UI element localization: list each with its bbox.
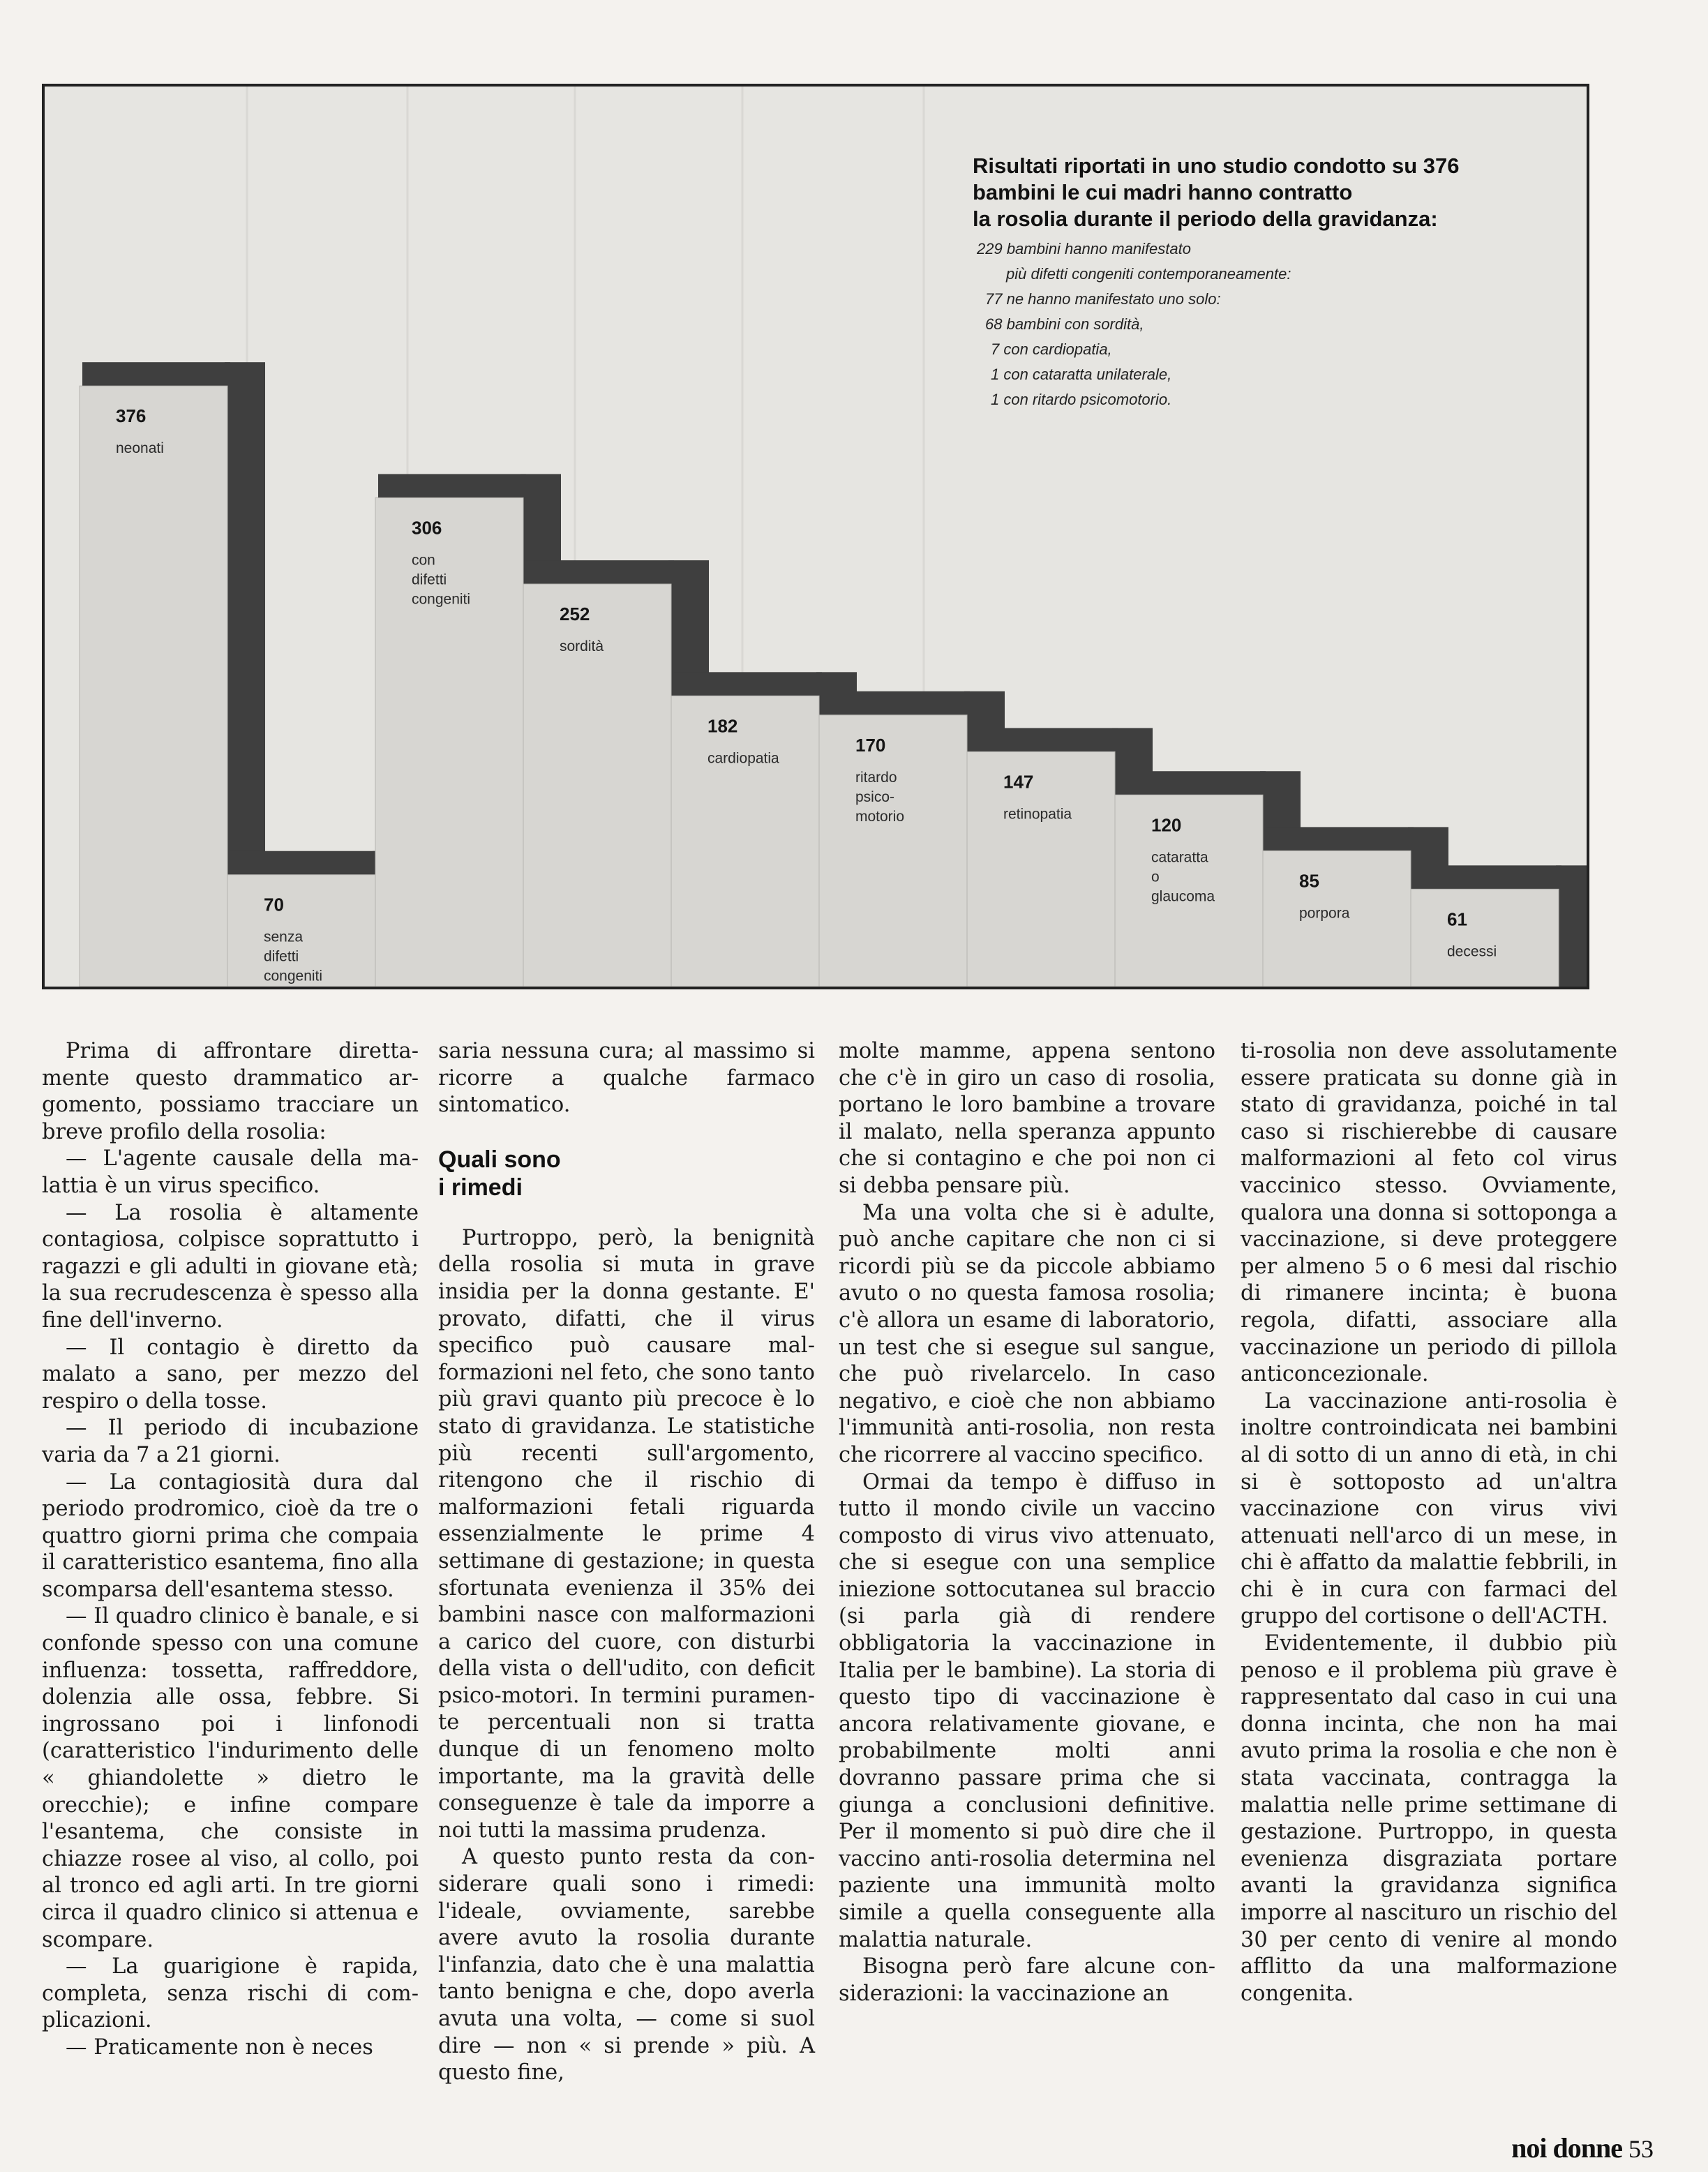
bar-value-label: 182 — [707, 715, 738, 737]
bar-con — [375, 497, 523, 987]
bar-cardiopatia — [671, 696, 819, 987]
bar-category-label: decessi — [1447, 943, 1497, 960]
paragraph: Prima di affrontare direttamente questo drammatico argomento, possiamo tracciare un breve profilo della rosolia: — [42, 1039, 419, 1144]
caption-note-line: 77 ne hanno manifestato uno solo: — [985, 290, 1221, 308]
caption-title-line: la rosolia durante il periodo della gravidanza: — [973, 207, 1438, 231]
bar-category-label: glaucoma — [1151, 888, 1215, 905]
bar-retinopatia — [967, 751, 1115, 987]
bar-category-label: o — [1151, 869, 1160, 885]
bar-value-label: 252 — [560, 604, 590, 625]
paragraph: A questo punto resta da considerare quali sono i rimedi: l'ideale, ovviamente, sarebbe avere avuto la rosolia durante l'infanzia, dato che è una malattia tanto benigna e che, dopo averla avuta una volta, — come si suol dire — non « si prende » più. A questo fine, — [438, 1845, 815, 2085]
paragraph: Ormai da tempo è diffuso in tutto il mondo civile un vaccino composto di virus vivo attenuato, che si esegue con una semplice iniezione sottocutanea sul braccio (si parla già di rendere obbligatoria la vaccinazione in Italia per le bambine). La storia di questo tipo di vaccinazione è ancora relativamente giovane, e probabilmente molti anni dovranno passare prima che si giunga a conclusioni definitive. Per il momento si può dire che il vaccino anti-rosolia determina nel paziente una immunità molto simile a quella conseguente alla malattia naturale. — [839, 1469, 1215, 1952]
paragraph: Evidentemente, il dubbio più penoso e il problema più grave è rappresentato dal caso in cui una donna incinta, che non ha mai avuto prima la rosolia e che non è stata vaccinata, contragga la malattia nelle prime settimane di gestazione. Purtroppo, in questa evenienza disgraziata portare avanti la gravidanza significa imporre al nascituro un rischio del 30 per cento di venire al mondo afflitto da una malformazione congenita. — [1241, 1631, 1617, 2006]
bar-value-label: 61 — [1447, 908, 1467, 930]
bar-shadow-top — [526, 560, 674, 584]
bar-value-label: 120 — [1151, 814, 1182, 836]
paragraph: — La contagiosità dura dal periodo prodromico, cioè da tre o quattro giorni prima che compaia il caratteristico esantema, fino alla scomparsa dell'esantema stesso. — [42, 1469, 419, 1602]
chart-caption — [973, 153, 1587, 412]
bar-shadow-top — [1118, 771, 1266, 795]
bar-neonati — [80, 386, 227, 987]
bar-value-label: 85 — [1299, 870, 1319, 892]
bar-category-label: cardiopatia — [707, 750, 779, 767]
bar-category-label: sordità — [560, 638, 604, 655]
bar-shadow-top — [1266, 827, 1414, 851]
bar-value-label: 147 — [1003, 771, 1034, 793]
caption-note-line: 7 con cardiopatia, — [991, 340, 1112, 358]
article-column-3 — [839, 1038, 1215, 2007]
paragraph: — L'agente causale della malattia è un virus specifico. — [42, 1146, 419, 1198]
bar-decessi — [1411, 889, 1559, 987]
section-heading-line: Quali sono — [438, 1146, 561, 1173]
bar-shadow-top — [970, 728, 1118, 751]
bar-category-label: psico- — [855, 788, 895, 805]
bar-category-label: difetti — [264, 948, 299, 965]
paragraph: Purtroppo, però, la benignità della rosolia si muta in grave insidia per la donna gestante. E' provato, difatti, che il virus specifico può causare malformazioni nel feto, che sono tanto più gravi quanto più precoce è lo stato di gravidanza. Le statistiche più recenti sull'argomento, ritengono che il rischio di malformazioni fetali riguarda essenzialmente le prime 4 settimane di gestazione; in questa sfortunata evenienza il 35% dei bambini nasce con malformazioni a carico del cuore, con disturbi della vista o dell'udito, con deficit psico-motori. In termini puramente percentuali non si tratta dunque di un fenomeno molto importante, ma la gravità delle conseguenze è tale da imporre a noi tutti la massima prudenza. — [438, 1225, 815, 1843]
bar-category-label: cataratta — [1151, 849, 1208, 866]
paragraph: — Praticamente non è neces — [66, 2035, 373, 2060]
section-heading — [438, 1146, 815, 1201]
bar-category-label: senza — [264, 929, 304, 945]
bar-shadow-top — [378, 474, 526, 497]
paragraph: saria nessuna cura; al massimo si ricorre a qualche farmaco sintomatico. — [438, 1039, 815, 1118]
caption-title-line: Risultati riportati in uno studio condotto su 376 — [973, 153, 1460, 178]
paragraph: — Il quadro clinico è banale, e si confonde spesso con una comune influenza: tossetta, raffreddore, dolenzia alle ossa, febbre. Si ingrossano poi i linfonodi (caratteristico l'indurimento delle « ghiandolette » dietro le orecchie); e infine compare l'esantema, che consiste in chiazze rosee al viso, al collo, poi al tronco ed agli arti. In tre giorni circa il quadro clinico si attenua e scompare. — [42, 1604, 419, 1952]
bar-ritardo — [819, 715, 967, 987]
paragraph: — Il periodo di incubazione varia da 7 a 21 giorni. — [42, 1416, 419, 1467]
bar-shadow-top — [674, 672, 822, 696]
caption-note-line: più difetti congeniti contemporaneamente: — [1006, 265, 1291, 283]
bar-value-label: 170 — [855, 734, 886, 756]
section-heading-line: i rimedi — [438, 1174, 523, 1201]
infographic — [42, 84, 1589, 989]
paragraph: La vaccinazione anti-rosolia è inoltre controindicata nei bambini al di sotto di un anno di età, in chi si è sottoposto ad un'altra vaccinazione con virus vivi attenuati nell'arco di un mese, in chi è affatto da malattie febbrili, in chi è in cura con farmaci del gruppo del cortisone o dell'ACTH. — [1241, 1388, 1618, 1629]
bar-shadow-top — [1414, 865, 1561, 889]
bar-category-label: ritardo — [855, 769, 897, 786]
bar-category-label: neonati — [116, 440, 164, 457]
caption-note-line: 68 bambini con sordità, — [985, 315, 1144, 333]
bar-category-label: porpora — [1299, 905, 1350, 922]
paragraph: — La guarigione è rapida, completa, senza rischi di complicazioni. — [42, 1954, 419, 2033]
page-footer — [1511, 2132, 1654, 2164]
caption-note-line: 1 con cataratta unilaterale, — [991, 366, 1172, 383]
bar-shadow-top — [822, 691, 970, 715]
paragraph: Bisogna però fare alcune considerazioni: la vaccinazione an — [839, 1954, 1215, 2006]
paragraph: molte mamme, appena sentono che c'è in giro un caso di rosolia, portano le loro bambine a trovare il malato, nella speranza appunto che si contagino e che poi non ci si debba pensare più. — [839, 1039, 1215, 1198]
bar-category-label: retinopatia — [1003, 806, 1072, 823]
article-column-1 — [42, 1038, 419, 2062]
bar-value-label: 306 — [412, 517, 442, 539]
bar-category-label: congeniti — [412, 591, 471, 608]
bar-category-label: con — [412, 552, 435, 569]
bar-value-label: 376 — [116, 405, 147, 427]
caption-note-line: 1 con ritardo psicomotorio. — [991, 391, 1172, 408]
bar-category-label: difetti — [412, 571, 447, 588]
paragraph: Ma una volta che si è adulte, può anche capitare che non ci si ricordi più se da piccole abbiamo avuto o no questa famosa rosolia; c'è allora un esame di laboratorio, un test che si esegue sul sangue, che può rivelarcelo. In caso negativo, e cioè che non abbiamo l'immunità anti-rosolia, non resta che ricorrere al vaccino specifico. — [839, 1200, 1215, 1467]
paragraph: — Il contagio è diretto da malato a sano, per mezzo del respiro o della tosse. — [42, 1335, 419, 1414]
bar-value-label: 70 — [264, 894, 284, 915]
bar-shadow-top — [82, 362, 230, 386]
page-number: 53 — [1628, 2135, 1654, 2163]
bar-category-label: motorio — [855, 808, 905, 825]
bar-category-label: congeniti — [264, 968, 323, 984]
caption-note-line: 229 bambini hanno manifestato — [977, 240, 1191, 257]
caption-title-line: bambini le cui madri hanno contratto — [973, 180, 1353, 204]
article-column-4 — [1241, 1038, 1617, 2007]
paragraph: ti-rosolia non deve assolutamente essere praticata su donne già in stato di gravidanza, poiché in tal caso si rischierebbe di causare malformazioni al feto col virus vaccinico stesso. Ovviamente, qualora una donna si sottoponga a vaccinazione, si deve proteggere per almeno 5 o 6 mesi dal rischio di rimanere incinta; è buona regola, difatti, associare alla vaccinazione un periodo di pillola anticoncezionale. — [1241, 1039, 1617, 1387]
bar-shadow-top — [230, 851, 378, 875]
article-column-2 — [438, 1038, 815, 2087]
paragraph: — La rosolia è altamente contagiosa, colpisce soprattutto i ragazzi e gli adulti in giovane età; la sua recrudescenza è spesso alla fine dell'inverno. — [42, 1200, 419, 1333]
magazine-logo: noi donne — [1511, 2132, 1622, 2164]
